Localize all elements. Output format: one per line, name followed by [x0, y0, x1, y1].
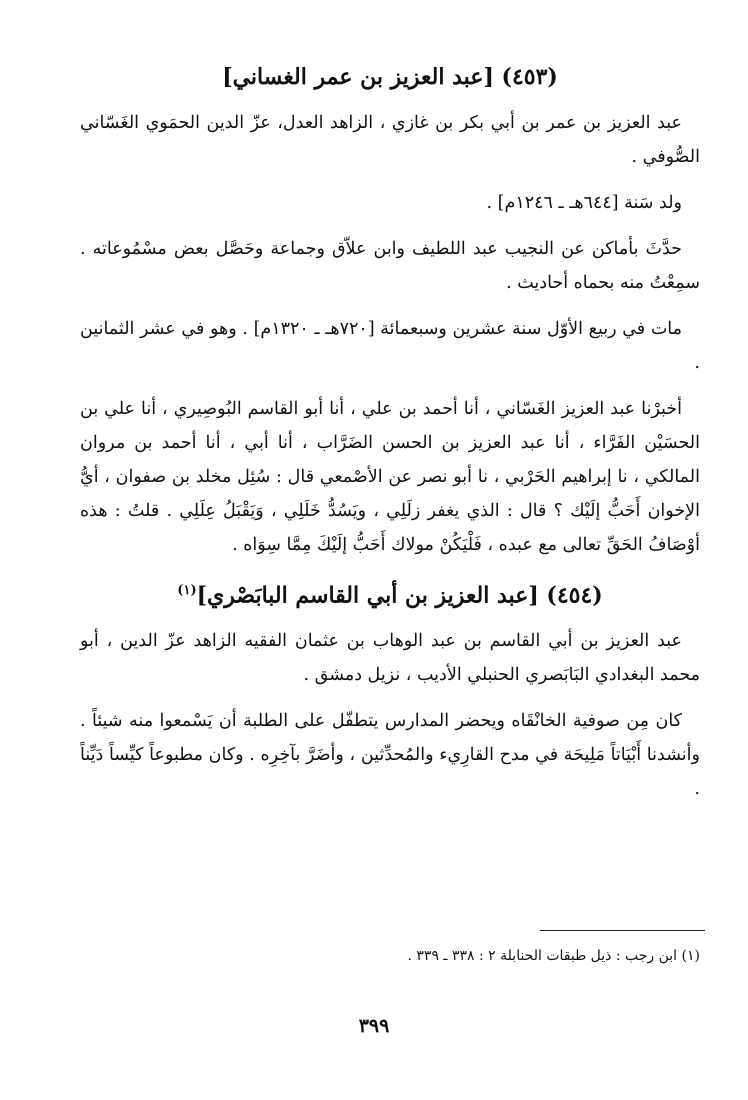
page-number: ٣٩٩ — [358, 1015, 390, 1037]
entry-453-heading: (٤٥٣) [عبد العزيز بن عمر الغساني] — [222, 64, 558, 90]
entry-454-heading: (٤٥٤) [عبد العزيز بن أبي القاسم البابَصْري] — [196, 582, 603, 609]
entry-454-heading-row — [80, 574, 700, 612]
entry-454-paragraph-1: عبد العزيز بن أبي القاسم بن عبد الوهاب بن عثمان الفقيه الزاهد عزّ الدين ، أبو محمد البغدادي البَابَصري الحنبلي الأديب ، نزيل دمشق . — [80, 631, 700, 686]
entry-453-paragraph-2: ولد سَنة [٦٤٤هـ ـ ١٢٤٦م] . — [486, 193, 682, 213]
footnote: (١) ابن رجب : ذيل طبقات الحنابلة ٢ : ٣٣٨ ـ ٣٣٩ . — [407, 948, 700, 964]
entry-454-paragraph-2: كان مِن صوفية الخانْقَاه ويحضر المدارس يتطفّل على الطلبة أن يَسْمعوا منه شيئاً . وأنشدنا أَبْيَاتاً مَلِيحَة في مدح القارِيء والمُحدِّثين ، وأضَرَّ بآخِرِه . وكان مطبوعاً كيِّساً دَيِّناً . — [80, 711, 700, 800]
footnote-marker: (١) — [177, 583, 197, 598]
page-body — [80, 60, 700, 818]
entry-453-paragraph-1: عبد العزيز بن عمر بن أبي بكر بن غازي ، الزاهد العدل، عزّ الدين الحمَوي الغَسّاني الصُّوفي . — [80, 113, 700, 167]
entry-453-paragraph-5: أخبرْنا عبد العزيز الغَسّاني ، أنا أحمد بن علي ، أنا أبو القاسم البُوصِيري ، أنا علي بن الحسَيْن الفَرَّاء ، أنا عبد العزيز بن الحسن الضَرَّاب ، أنا أبي ، أنا أحمد بن مروان المالكي ، نا إبراهيم الحَرْبي ، نا أبو نصر عن الأصْمعي قال : سُئِل مخلد بن صفوان ، أيُّ الإخوان أَحَبُّ إلَيْك ؟ قال : الذي يغفر زلَلِي ، ويَسُدُّ خَلَلِي ، وَيَقْبَلُ عِلَلِي . قلتُ : هذه أوْصَافُ الحَقِّ تعالى مع عبده ، فَلْيَكُنْ مولاك أَحَبُّ إلَيْكَ مِمَّا سِوَاه . — [80, 399, 700, 555]
footnote-divider — [540, 930, 705, 931]
entry-453-paragraph-4: مات في ربيع الأوّل سنة عشرين وسبعمائة [٧٢٠هـ ـ ١٣٢٠م] . وهو في عشر الثمانين . — [80, 319, 700, 373]
entry-453-paragraph-3: حدَّثَ بأماكن عن النجيب عبد اللطيف وابن علاّق وجماعة وحَصَّل بعض مسْمُوعاته . سمِعْتُ منه بحماه أحاديث . — [80, 239, 700, 293]
